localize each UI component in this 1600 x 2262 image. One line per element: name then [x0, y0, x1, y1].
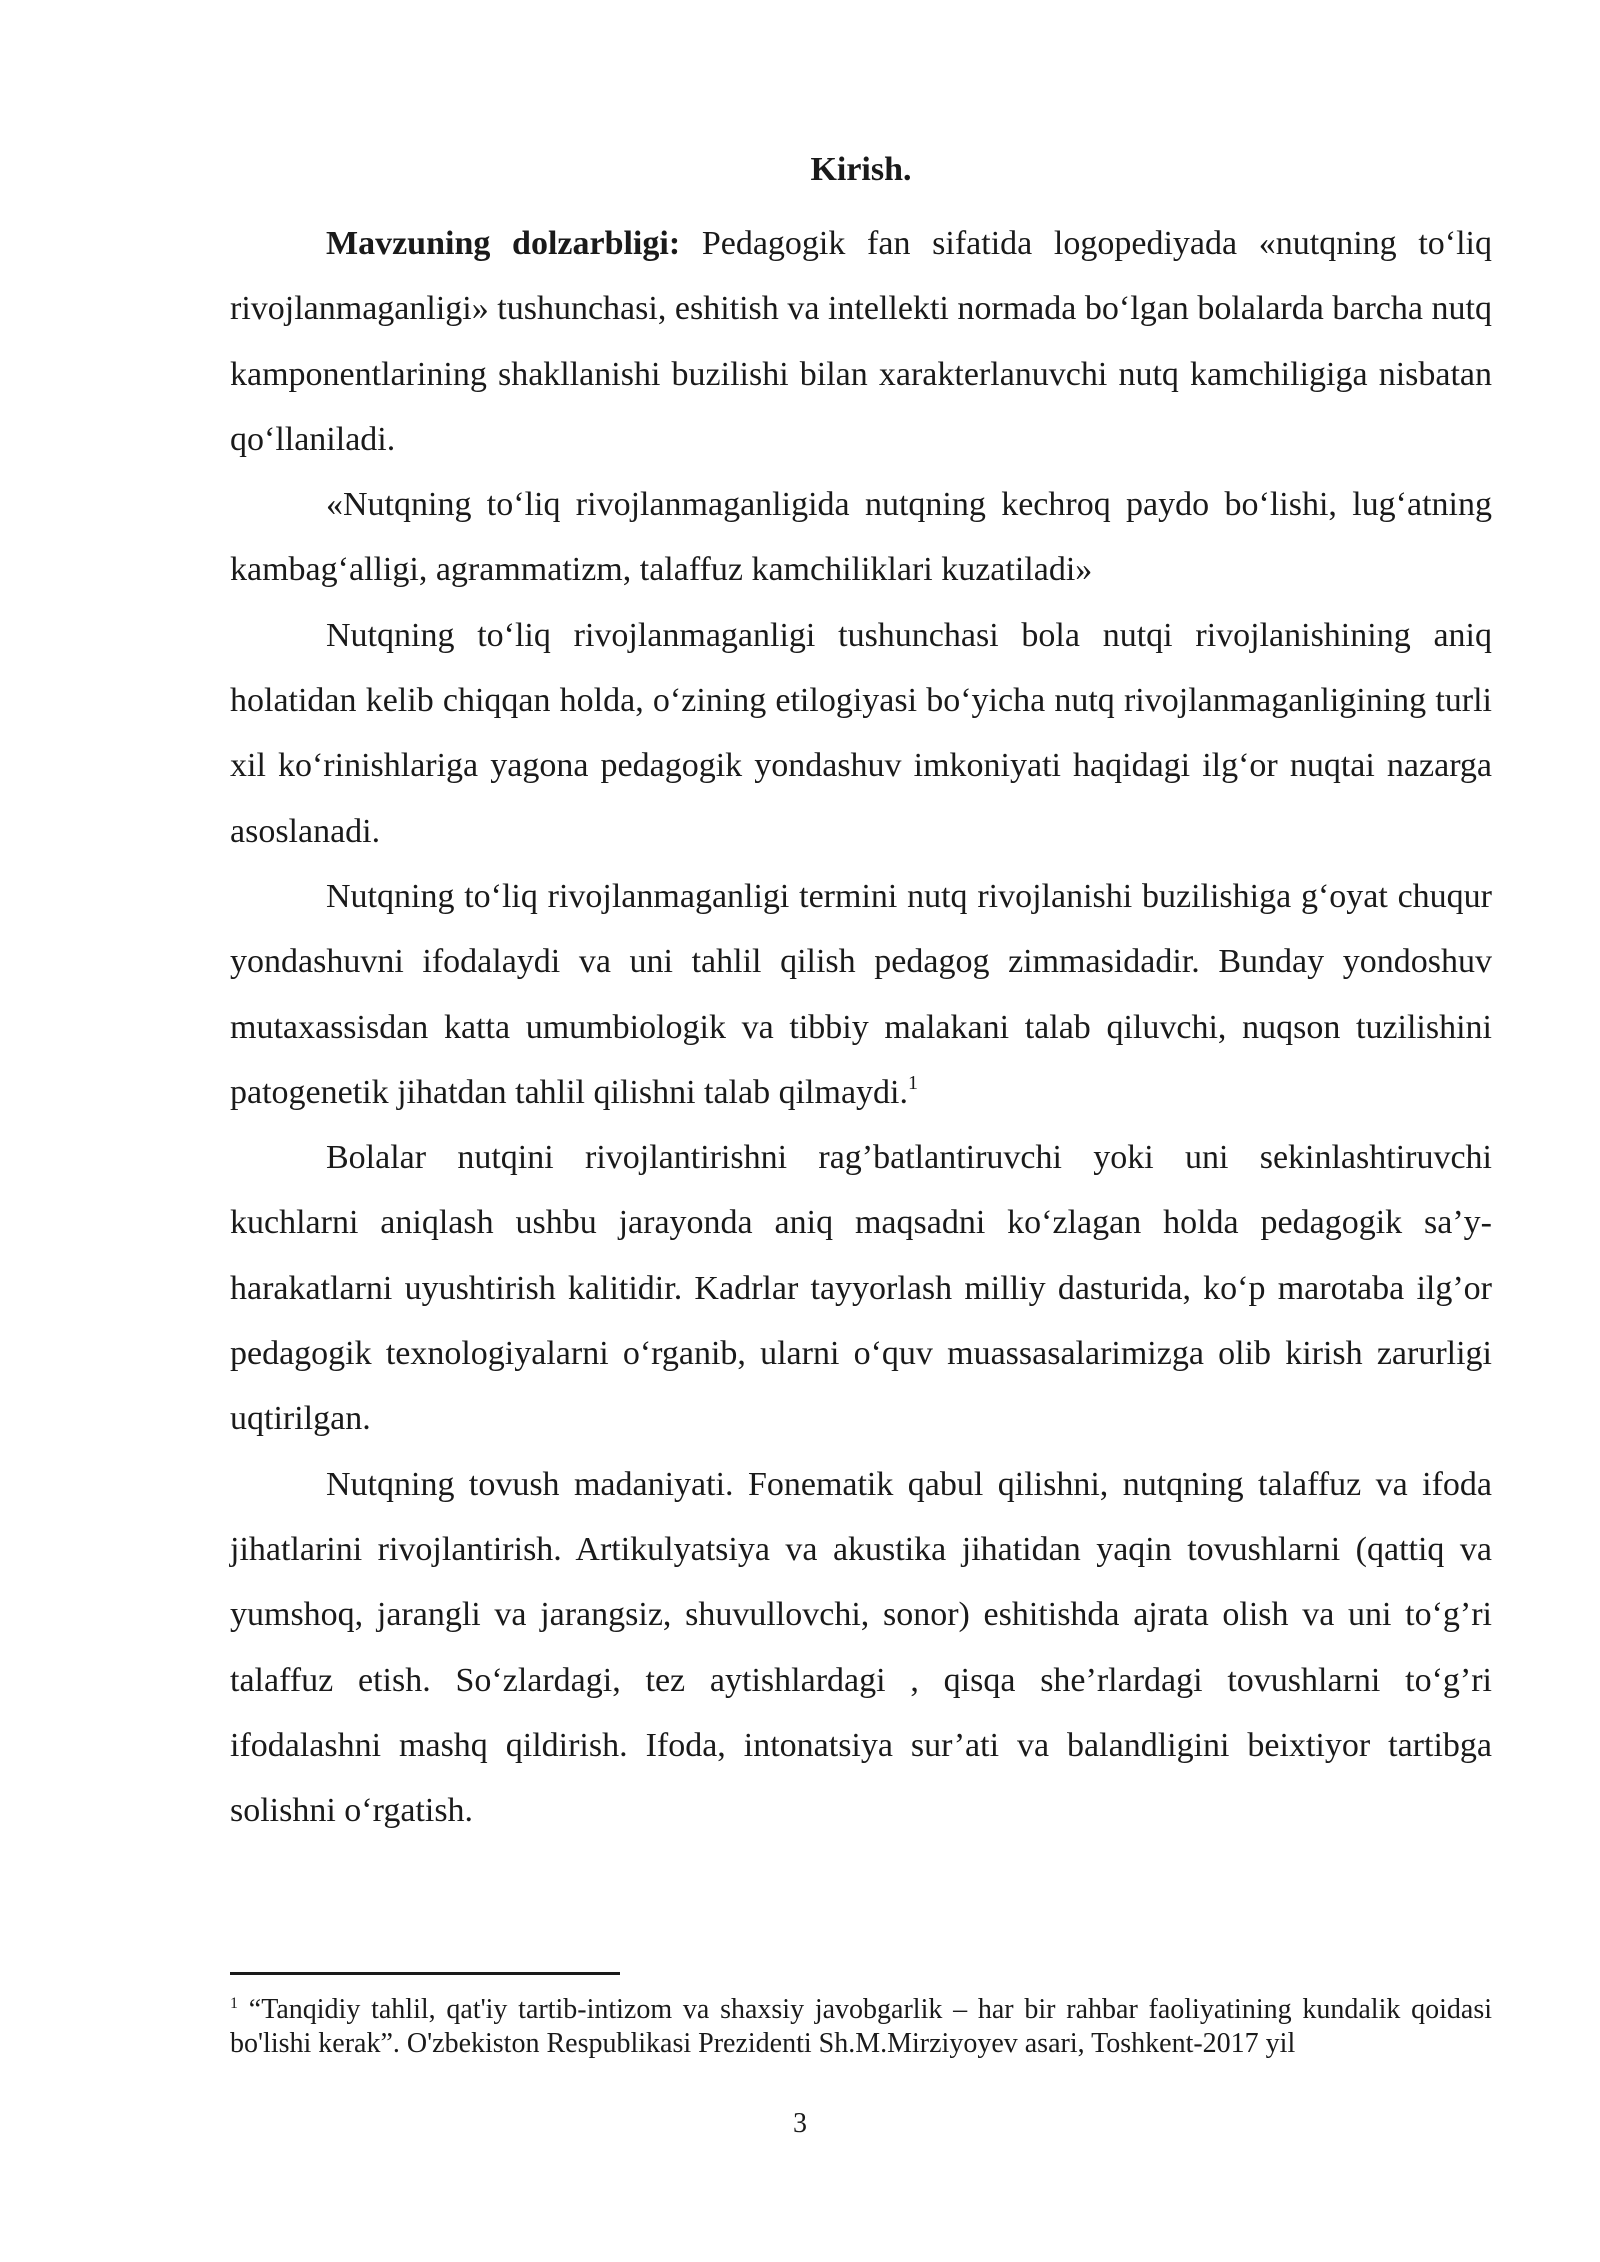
- footnote-marker: 1: [230, 1995, 238, 2012]
- paragraph-text: Pedagogik fan sifatida logopediyada «nutqning to‘liq rivojlanmaganligi» tushunchasi, eshitish va intellekti normada bo‘lgan bolalarda barcha nutq kamponentlarining shakllanishi buzilishi bilan xarakterlanuvchi nutq kamchiligiga nisbatan qo‘llaniladi.: [230, 225, 1492, 458]
- paragraph-text: Nutqning tovush madaniyati. Fonematik qabul qilishni, nutqning talaffuz va ifoda jihatlarini rivojlantirish. Artikulyatsiya va akustika jihatidan yaqin tovushlarni (qattiq va yumshoq, jarangli va jarangsiz, shuvullovchi, sonor) eshitishda ajrata olish va uni to‘g’ri talaffuz etish. So‘zlardagi, tez aytishlardagi , qisqa she’rlardagi tovushlarni to‘g’ri ifodalashni mashq qildirish. Ifoda, intonatsiya sur’ati va balandligini beixtiyor tartibga solishni o‘rgatish.: [230, 1465, 1492, 1830]
- paragraph-term: [230, 864, 1492, 1125]
- paragraph-text: Nutqning to‘liq rivojlanmaganligi tushunchasi bola nutqi rivojlanishining aniq holatidan kelib chiqqan holda, o‘zining etilogiyasi bo‘yicha nutq rivojlanmaganligining turli xil ko‘rinishlariga yagona pedagogik yondashuv imkoniyati haqidagi ilg‘or nuqtai nazarga asoslanadi.: [230, 616, 1492, 850]
- paragraph-quote: [230, 472, 1492, 603]
- paragraph-sound-culture: [230, 1452, 1492, 1844]
- page-title: Kirish.: [810, 151, 912, 188]
- relevance-heading: Mavzuning dolzarbligi:: [326, 225, 681, 262]
- footnote-separator: [230, 1972, 620, 1975]
- paragraph-text: Nutqning to‘liq rivojlanmaganligi termini nutq rivojlanishi buzilishiga g‘oyat chuqur yondashuvni ifodalaydi va uni tahlil qilish pedagog zimmasidadir. Bunday yondoshuv mutaxassisdan katta umumbiologik va tibbiy malakani talab qiluvchi, nuqson tuzilishini patogenetik jihatdan tahlil qilishni talab qilmaydi.: [230, 877, 1492, 1111]
- paragraph-stimulus: [230, 1125, 1492, 1451]
- paragraph-text: «Nutqning to‘liq rivojlanmaganligida nutqning kechroq paydo bo‘lishi, lug‘atning kambag‘alligi, agrammatizm, talaffuz kamchiliklari kuzatiladi»: [230, 486, 1492, 589]
- footnote-text: “Tanqidiy tahlil, qat'iy tartib-intizom va shaxsiy javobgarlik – har bir rahbar faoliyatining kundalik qoidasi bo'lishi kerak”. O'zbekiston Respublikasi Prezidenti Sh.M.Mirziyoyev asari, Toshkent-2017 yil: [230, 1994, 1492, 2059]
- page-number: 3: [793, 2108, 807, 2139]
- paragraph-text: Bolalar nutqini rivojlantirishni rag’batlantiruvchi yoki uni sekinlashtiruvchi kuchlarni aniqlash ushbu jarayonda aniq maqsadni ko‘zlagan holda pedagogik sa’y-harakatlarni uyushtirish kalitidir. Kadrlar tayyorlash milliy dasturida, ko‘p marotaba ilg’or pedagogik texnologiyalarni o‘rganib, ularni o‘quv muassasalarimizga olib kirish zarurligi uqtirilgan.: [230, 1139, 1492, 1438]
- paragraph-concept: [230, 603, 1492, 864]
- footnote: [230, 1993, 1492, 2061]
- main-content: [230, 150, 1492, 1843]
- footnote-reference[interactable]: 1: [907, 1071, 918, 1094]
- paragraph-relevance: [230, 211, 1492, 472]
